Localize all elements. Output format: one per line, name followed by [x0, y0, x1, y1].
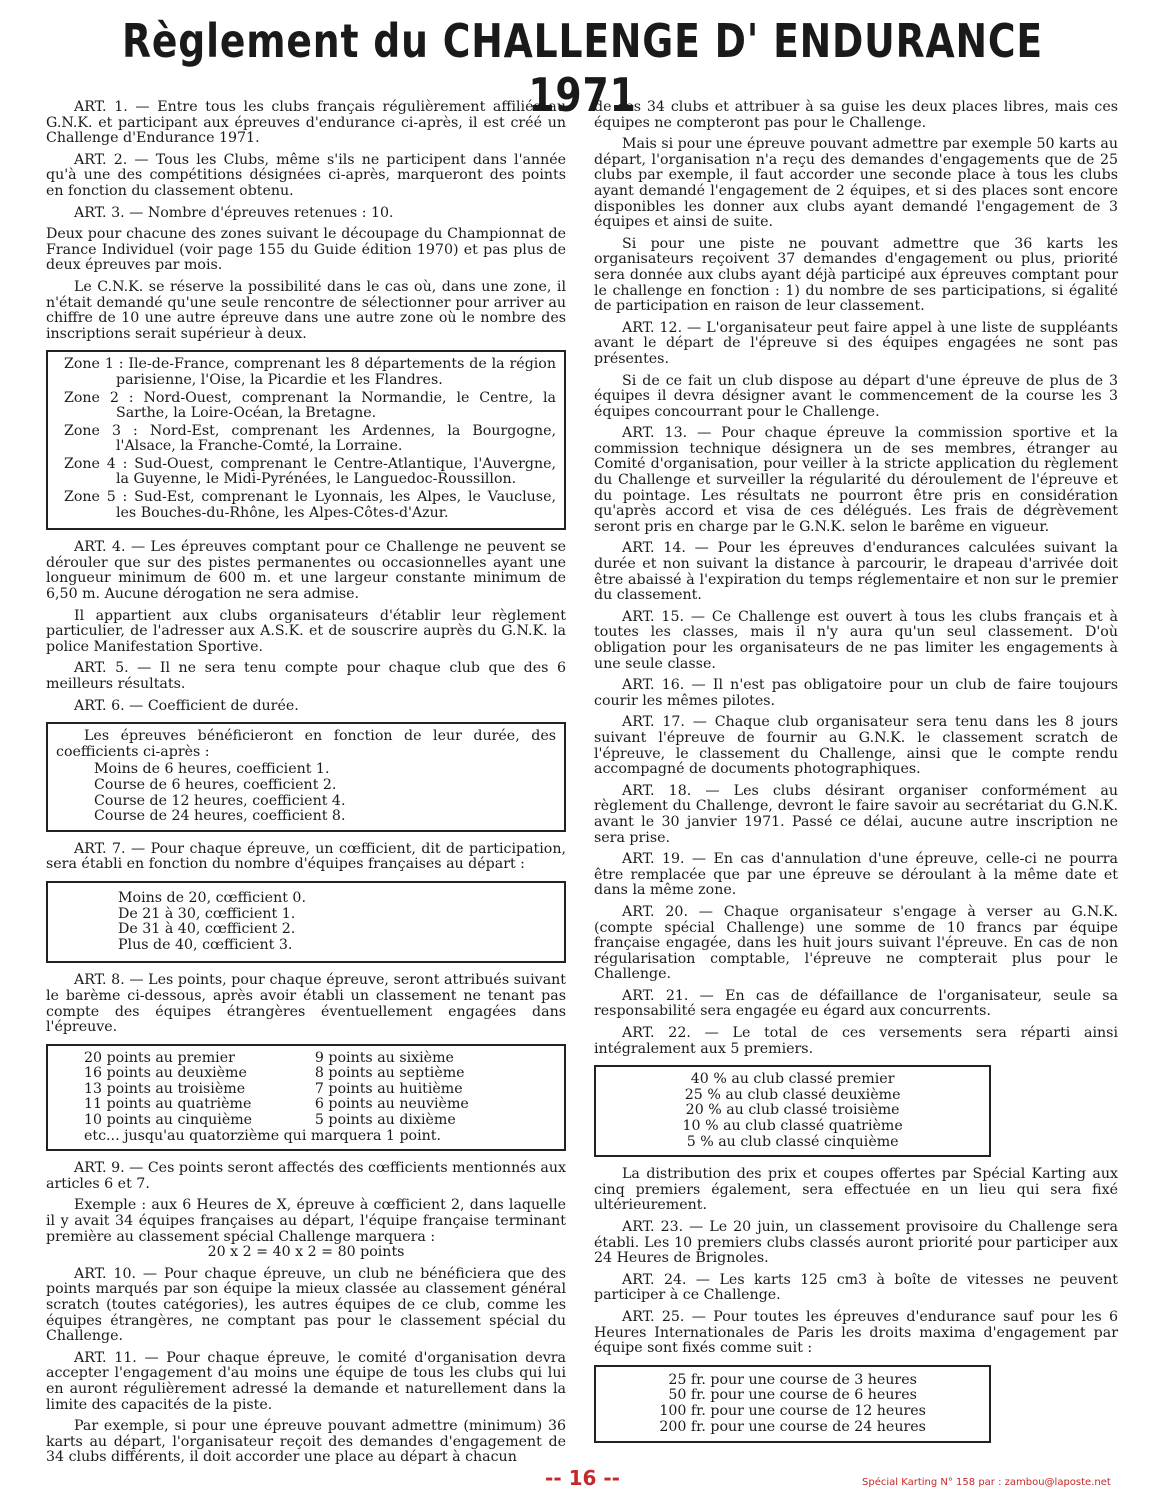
duration-coefficient-box	[46, 722, 566, 832]
article-8: ART. 8. — Les points, pour chaque épreuve, seront attribués suivant le barème ci-dessous, après avoir établi un classement ne tenant pas compte des équipes étrangères éventuellement engagées dans l'épreuve.	[46, 972, 566, 1036]
page-title: Règlement du CHALLENGE D' ENDURANCE 1971	[122, 14, 1043, 122]
distribution-row: 20 % au club classé troisième	[685, 1102, 900, 1119]
distribution-row: 25 % au club classé deuxième	[684, 1086, 901, 1103]
prize-distribution: La distribution des prix et coupes offertes par Spécial Karting aux cinq premiers également, sera effectuée en un lieu qui sera fixé ultérieurement.	[594, 1166, 1118, 1214]
distribution-box	[594, 1065, 991, 1157]
article-6: ART. 6. — Coefficient de durée.	[74, 697, 299, 714]
distribution-row: 5 % au club classé cinquième	[686, 1133, 899, 1150]
points-row: 8 points au septième	[314, 1065, 465, 1082]
fee-row: 25 fr. pour une course de 3 heures	[668, 1371, 917, 1388]
participation-row: Moins de 20, cœfficient 0.	[118, 889, 306, 906]
points-row: 9 points au sixième	[314, 1049, 454, 1066]
fee-row: 50 fr. pour une course de 6 heures	[668, 1387, 917, 1404]
article-5: ART. 5. — Il ne sera tenu compte pour chaque club que des 6 meilleurs résultats.	[46, 660, 566, 692]
article-4-paragraph: Il appartient aux clubs organisateurs d'établir leur règlement particulier, de l'adresser aux A.S.K. et de souscrire auprès du G.N.K. la police Manifestation Sportive.	[46, 607, 566, 655]
duration-row: Course de 6 heures, coefficient 2.	[94, 776, 337, 793]
article-21: ART. 21. — En cas de défaillance de l'organisateur, seule sa responsabilité sera engagée eu égard aux concurrents.	[594, 987, 1118, 1020]
points-row: 7 points au huitième	[314, 1080, 463, 1097]
article-19: ART. 19. — En cas d'annulation d'une épreuve, celle-ci ne pourra être remplacée que par une épreuve se déroulant à la même date et dans la même zone.	[594, 851, 1118, 899]
article-23: ART. 23. — Le 20 juin, un classement provisoire du Challenge sera établi. Les 10 premiers clubs classés auront priorité pour participer aux 24 Heures de Brignoles.	[594, 1219, 1118, 1267]
article-11-continued: de ces 34 clubs et attribuer à sa guise les deux places libres, mais ces équipes ne compteront pas pour le Challenge.	[594, 99, 1118, 131]
zone-item: Zone 5 : Sud-Est, comprenant le Lyonnais, les Alpes, le Vaucluse, les Bouches-du-Rhône, les Alpes-Côtes-d'Azur.	[64, 489, 556, 521]
duration-row: Course de 24 heures, coefficient 8.	[94, 808, 346, 825]
article-3-paragraph: Deux pour chacune des zones suivant le découpage du Championnat de France Individuel (voir page 155 du Guide édition 1970) et pas plus de deux épreuves par mois.	[46, 226, 566, 274]
zone-item: Zone 4 : Sud-Ouest, comprenant le Centre-Atlantique, l'Auvergne, la Guyenne, le Midi-Pyrénées, le Languedoc-Roussillon.	[64, 455, 556, 488]
fees-box	[594, 1365, 991, 1443]
article-12: ART. 12. — L'organisateur peut faire appel à une liste de suppléants avant le départ de l'épreuve si des équipes engagées ne sont pas présentes.	[594, 319, 1118, 367]
fee-row: 200 fr. pour une course de 24 heures	[659, 1418, 926, 1435]
zones-box	[46, 350, 566, 530]
points-row: 11 points au quatrième	[84, 1096, 252, 1113]
article-12-paragraph: Si de ce fait un club dispose au départ d'une épreuve de plus de 3 équipes il devra désigner avant le commencement de la course les 3 équipes concourrant pour le Challenge.	[594, 372, 1118, 420]
duration-row: Moins de 6 heures, coefficient 1.	[94, 761, 330, 778]
article-25: ART. 25. — Pour toutes les épreuves d'endurance sauf pour les 6 Heures Internationales de Paris les droits maxima d'engagement par équipe sont fixés comme suit :	[594, 1308, 1118, 1357]
article-15: ART. 15. — Ce Challenge est ouvert à tous les clubs français et à toutes les classes, mais il n'y aura qu'un seul classement. D'où obligation pour les organisateurs de ne pas limiter les engagements à une seule classe.	[594, 608, 1118, 672]
points-scale-box	[46, 1044, 566, 1152]
article-4: ART. 4. — Les épreuves comptant pour ce Challenge ne peuvent se dérouler que sur des pistes permanentes ou occasionnelles ayant une longueur minimum de 600 m. et une largeur constante minimum de 6,50 m. Aucune dérogation ne sera admise.	[46, 539, 566, 603]
article-11-paragraph: Si pour une piste ne pouvant admettre que 36 karts les organisateurs reçoivent 37 demandes d'engagement ou plus, priorité sera donnée aux clubs ayant déjà participé aux épreuves comptant pour le challenge en fonction : 1) du nombre de ses participations, si égalité de participation en raison de leur classement.	[594, 235, 1118, 315]
article-16: ART. 16. — Il n'est pas obligatoire pour un club de faire toujours courir les mêmes pilotes.	[594, 677, 1118, 709]
article-1: ART. 1. — Entre tous les clubs français régulièrement affiliés au G.N.K. et participant aux épreuves d'endurance ci-après, il est créé un Challenge d'Endurance 1971.	[46, 99, 566, 147]
points-row: 20 points au premier	[84, 1049, 235, 1066]
article-13: ART. 13. — Pour chaque épreuve la commission sportive et la commission technique désignera un de ses membres, étranger au Comité d'organisation, pour veiller à la stricte application du règlement du Challenge et surveiller la régularité du déroulement de l'épreuve et du pointage. Les résultats ne pourront être pris en considération qu'après accord et visa de ces délégués. Les frais de dégrèvement seront pris en charge par le G.N.K. selon le barême en vigueur.	[594, 425, 1118, 535]
article-11: ART. 11. — Pour chaque épreuve, le comité d'organisation devra accepter l'engagement d'au moins une équipe de tous les clubs qui lui en auront régulièrement adressé la demande et naturellement dans la limite des capacités de la piste.	[46, 1349, 566, 1413]
distribution-row: 40 % au club classé premier	[690, 1071, 895, 1088]
participation-row: Plus de 40, cœfficient 3.	[118, 936, 293, 953]
duration-row: Course de 12 heures, coefficient 4.	[94, 792, 346, 809]
article-9-example: Exemple : aux 6 Heures de X, épreuve à cœfficient 2, dans laquelle il y avait 34 équipes françaises au départ, l'équipe française terminant première au classement spécial Challenge marquera :	[46, 1197, 566, 1245]
zone-item: Zone 1 : Ile-de-France, comprenant les 8 départements de la région parisienne, l'Oise, la Picardie et les Flandres.	[64, 356, 556, 388]
article-20: ART. 20. — Chaque organisateur s'engage à verser au G.N.K. (compte spécial Challenge) une somme de 10 francs par équipe française engagée, dans les huit jours suivant l'épreuve. En cas de non régularisation comptable, l'épreuve ne compterait plus pour le Challenge.	[594, 903, 1118, 983]
points-row: 13 points au troisième	[84, 1080, 246, 1097]
article-10: ART. 10. — Pour chaque épreuve, un club ne bénéficiera que des points marqués par son équipe la mieux classée au classement général scratch (toutes catégories), les autres équipes de ce club, comme les équipes étrangères, ne comptant pas pour le classement spécial du Challenge.	[46, 1265, 566, 1345]
article-18: ART. 18. — Les clubs désirant organiser conformément au règlement du Challenge, devront le faire savoir au secrétariat du G.N.K. avant le 30 janvier 1971. Passé ce délai, aucune autre inscription ne sera prise.	[594, 782, 1118, 846]
article-9: ART. 9. — Ces points seront affectés des cœfficients mentionnés aux articles 6 et 7.	[46, 1160, 566, 1192]
distribution-row: 10 % au club classé quatrième	[682, 1118, 903, 1135]
participation-coefficient-box	[46, 881, 566, 963]
article-11-paragraph: Mais si pour une épreuve pouvant admettre par exemple 50 karts au départ, l'organisation n'a reçu des demandes d'engagements que de 25 clubs par exemple, il faut accorder une seconde place à tous les clubs ayant demandé l'engagement de 2 équipes, et si des places sont encore disponibles les donner aux clubs ayant demandé l'engagement de 3 équipes et ainsi de suite.	[594, 136, 1118, 231]
points-row: 10 points au cinquième	[84, 1112, 253, 1129]
article-14: ART. 14. — Pour les épreuves d'endurances calculées suivant la durée et non suivant la distance à parcourir, le drapeau d'arrivée doit être abaissé à l'expiration du temps réglementaire et non sur le premier du classement.	[594, 540, 1118, 604]
duration-intro: Les épreuves bénéficieront en fonction de leur durée, des coefficients ci-après :	[56, 728, 556, 760]
article-3: ART. 3. — Nombre d'épreuves retenues : 10.	[74, 204, 394, 221]
zone-item: Zone 2 : Nord-Ouest, comprenant la Normandie, le Centre, la Sarthe, la Loire-Océan, la Bretagne.	[64, 389, 556, 422]
fee-row: 100 fr. pour une course de 12 heures	[659, 1402, 926, 1419]
article-22: ART. 22. — Le total de ces versements sera réparti ainsi intégralement aux 5 premiers.	[594, 1025, 1118, 1057]
right-column	[594, 100, 1118, 1453]
left-column	[46, 100, 566, 1472]
scan-credit: Spécial Karting N° 158 par : zambou@laposte.net	[862, 1477, 1111, 1488]
article-24: ART. 24. — Les karts 125 cm3 à boîte de vitesses ne peuvent participer à ce Challenge.	[594, 1271, 1118, 1304]
points-row: 6 points au neuvième	[314, 1096, 469, 1113]
participation-row: De 31 à 40, cœfficient 2.	[118, 921, 296, 938]
article-3-paragraph: Le C.N.K. se réserve la possibilité dans le cas où, dans une zone, il n'était demandé qu'une seule rencontre de sélectionner pour arriver au chiffre de 10 une autre épreuve dans une autre zone où le nombre des inscriptions serait supérieur à deux.	[46, 278, 566, 342]
article-17: ART. 17. — Chaque club organisateur sera tenu dans les 8 jours suivant l'épreuve de fournir au G.N.K. le classement scratch de l'épreuve, le classement du Challenge, ainsi que le compte rendu accompagné de documents photographiques.	[594, 714, 1118, 778]
participation-row: De 21 à 30, cœfficient 1.	[118, 905, 296, 922]
points-row: 16 points au deuxième	[84, 1065, 247, 1082]
article-7: ART. 7. — Pour chaque épreuve, un cœfficient, dit de participation, sera établi en fonction du nombre d'équipes françaises au départ :	[46, 840, 566, 873]
page-number: -- 16 --	[545, 1466, 620, 1490]
article-11-example: Par exemple, si pour une épreuve pouvant admettre (minimum) 36 karts au départ, l'organisateur reçoit des demandes d'engagement de 34 clubs différents, il doit accorder une place au départ à chacun	[46, 1418, 566, 1466]
article-2: ART. 2. — Tous les Clubs, même s'ils ne participent dans l'année qu'à une des compétitions désignées ci-après, marqueront des points en fonction du classement obtenu.	[46, 151, 566, 199]
article-9-formula: 20 x 2 = 40 x 2 = 80 points	[207, 1244, 405, 1261]
points-etc: etc... jusqu'au quatorzième qui marquera 1 point.	[84, 1127, 441, 1144]
points-row: 5 points au dixième	[314, 1112, 456, 1129]
zone-item: Zone 3 : Nord-Est, comprenant les Ardennes, la Bourgogne, l'Alsace, la Franche-Comté, la Lorraine.	[64, 422, 556, 455]
